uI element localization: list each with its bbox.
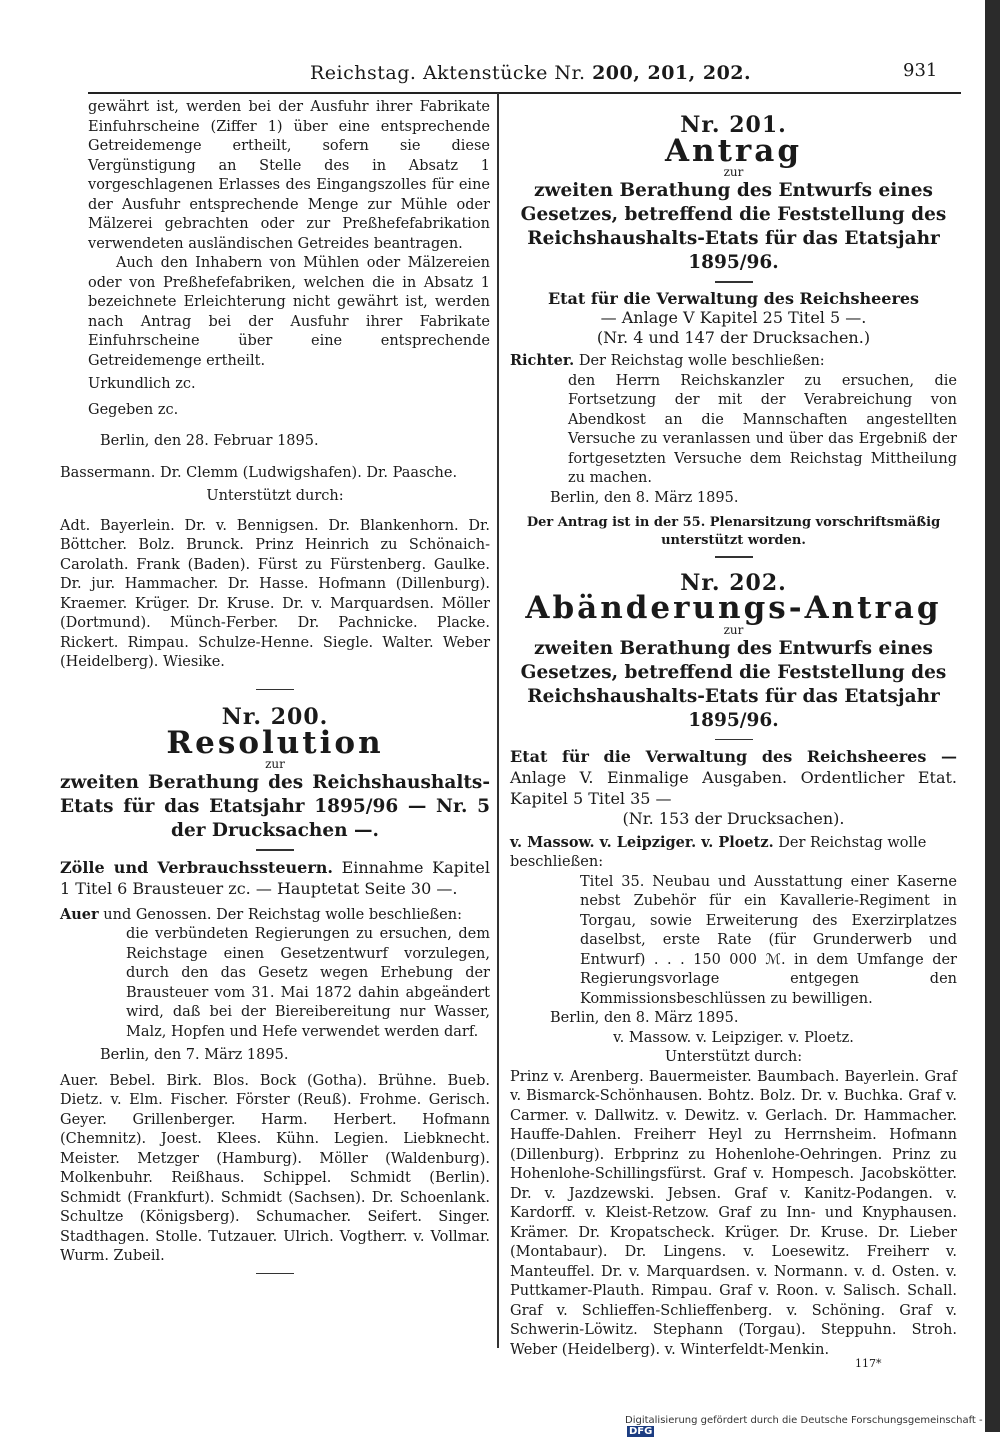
section-nr200 [60, 704, 491, 1274]
header-rule [88, 92, 961, 94]
nr201-mover [510, 351, 957, 372]
nr200-zur: zur [265, 757, 285, 771]
nr200-motion: die verbündeten Regierungen zu ersuchen, dem Reichstage einen Gesetzentwurf vorzulegen, durch den das Gesetz wegen Erhebung der Brausteuer vom 31. Mai 1872 dahin abgeändert wird, daß bei der Biereibereitung nur Wasser, Malz, Hopfen und Hefe verwendet werden darf. [126, 926, 490, 1040]
nr202-drucksachen: (Nr. 153 der Drucksachen). [622, 809, 845, 828]
section-nr201 [510, 112, 957, 558]
nr201-anlage: — Anlage V Kapitel 25 Titel 5 —. [600, 308, 867, 327]
nr202-movers-bold: v. Massow. v. Leipziger. v. Ploetz. [510, 833, 774, 851]
nr201-drucksachen: (Nr. 4 und 147 der Drucksachen.) [596, 327, 871, 347]
nr201-rule [715, 281, 753, 283]
nr200-date: Berlin, den 7. März 1895. [100, 1047, 289, 1063]
dfg-logo: DFG [629, 1426, 653, 1437]
urkundlich: Urkundlich zc. [88, 376, 196, 392]
nr201-note: Der Antrag ist in der 55. Plenarsitzung vorschriftsmäßig unterstützt worden. [526, 515, 941, 548]
supported-by: Unterstützt durch: [206, 488, 344, 504]
nr200-subtitle: zweiten Berathung des Reichshaushalts-Etats für das Etatsjahr 1895/96 — Nr. 5 der Drucksachen —. [60, 772, 490, 841]
nr202-etat [510, 746, 957, 809]
dfg-footer [625, 1415, 1000, 1437]
nr202-number: Nr. 202. [680, 569, 787, 596]
nr201-title: Antrag [664, 132, 802, 169]
nr201-motion: den Herrn Reichskanzler zu ersuchen, die Fortsetzung der mit der Verabreichung von Abendkost an die Mannschaften angestellten Versuche zu veranlassen und über das Ergebniß der fortgesetzten Versuche dem Reichstag Mittheilung zu machen. [568, 372, 957, 486]
nr202-etat-rest: Anlage V. Einmalige Ausgaben. Ordentlicher Etat. Kapitel 5 Titel 35 — [510, 768, 957, 808]
nr201-end-rule [715, 556, 753, 558]
nr202-movers-rest: Der Reichstag wolle beschließen: [510, 834, 927, 870]
dfg-text: Digitalisierung gefördert durch die Deutsche Forschungsgemeinschaft - [625, 1415, 983, 1426]
nr202-zur: zur [723, 622, 744, 637]
nr201-etat: Etat für die Verwaltung des Reichsheeres [547, 288, 920, 308]
nr202-motion: Titel 35. Neubau und Ausstattung einer Kaserne nebst Zubehör für ein Kavallerie-Regiment in Torgau, sowie Erweiterung des Exerzirplatzes daselbst, erste Rate (für Grunderwerb und Entwurf) . . . 150 000 ℳ. in dem Umfange der Regierungsvorlage entgegen den Kommissionsbeschlüssen zu bewilligen. [580, 873, 957, 1007]
nr201-zur: zur [723, 165, 744, 179]
nr202-supported-by: Unterstützt durch: [664, 1049, 803, 1065]
nr200-end-rule [256, 1273, 294, 1275]
berlin-date: Berlin, den 28. Februar 1895. [100, 433, 319, 449]
nr200-topic-bold: Zölle und Verbrauchssteuern. [60, 857, 333, 877]
nr202-movers [510, 833, 957, 873]
nr200-number: Nr. 200. [221, 704, 329, 730]
header-title: Reichstag. Aktenstücke Nr. [310, 62, 586, 84]
nr200-topic-rest: Einnahme Kapitel 1 Titel 6 Brausteuer zc. — Hauptetat Seite 30 —. [60, 857, 491, 898]
nr202-supporters: Prinz v. Arenberg. Bauermeister. Baumbach. Bayerlein. Graf v. Bismarck-Schönhausen. Bohtz. Bolz. Dr. v. Buchka. Graf v. Carmer. v. Dallwitz. v. Dewitz. v. Gerlach. Dr. Hammacher. Hauffe-Dahlen. Freiherr Heyl zu Herrnsheim. Hofmann (Dillenburg). Erbprinz zu Hohenlohe-Oehringen. Prinz zu Hohenlohe-Schillingsfürst. Graf v. Hompesch. Jacobskötter. Dr. v. Jazdzewski. Jebsen. Graf v. Kanitz-Podangen. v. Kardorff. v. Kleist-Retzow. Graf zu Inn- und Knyphausen. Krämer. Dr. Kropatscheck. Krüger. Dr. Kruse. Dr. Lieber (Montabaur). Dr. Lingens. v. Loesewitz. Freiherr v. Manteuffel. Dr. v. Marquardsen. v. Normann. v. d. Osten. v. Puttkamer-Plauth. Rimpau. Graf v. Roon. v. Salisch. Schall. Graf v. Schlieffen-Schlieffenberg. v. Schöning. Graf v. Schwerin-Löwitz. Stephann (Torgau). Steppuhn. Stroh. Weber (Heidelberg). v. Winterfeldt-Menkin. [510, 1068, 957, 1358]
nr200-topic [60, 857, 490, 899]
column-divider [497, 93, 499, 1348]
nr202-date: Berlin, den 8. März 1895. [550, 1010, 739, 1026]
nr201-number: Nr. 201. [680, 112, 787, 138]
nr202-rule [715, 739, 753, 741]
nr201-mover-rest: Der Reichstag wolle beschließen: [578, 353, 825, 369]
page-code: 117* [855, 1357, 882, 1370]
gegeben: Gegeben zc. [88, 401, 179, 418]
section-rule [256, 689, 294, 691]
intro-paragraph: gewährt ist, werden bei der Ausfuhr ihrer Fabrikate Einfuhrscheine (Ziffer 1) über eine entsprechende Getreidemenge ertheilt, sofern sie diese Vergünstigung an Stelle des in Absatz 1 vorgeschlagenen Erlasses des Eingangszolles für eine der Ausfuhr entsprechende Menge zur Mühle oder Mälzerei gebrachten oder zur Preßhefefabrikation verwendeten ausländischen Getreides beantragen. [88, 99, 490, 252]
scan-edge [985, 0, 1000, 1432]
nr200-signers: Auer. Bebel. Birk. Blos. Bock (Gotha). Brühne. Bueb. Dietz. v. Elm. Fischer. Förster (Reuß). Frohme. Gerisch. Geyer. Grillenberger. Harm. Herbert. Hofmann (Chemnitz). Joest. Klees. Kühn. Legien. Liebknecht. Meister. Metzger (Hamburg). Möller (Waldenburg). Molkenbuhr. Reißhaus. Schippel. Schmidt (Berlin). Schmidt (Frankfurt). Schmidt (Sachsen). Dr. Schoenlank. Schultze (Königsberg). Schumacher. Seifert. Singer. Stadthagen. Stolle. Tutzauer. Ulrich. Vogtherr. v. Vollmar. Wurm. Zubeil. [60, 1072, 490, 1264]
nr202-etat-bold: Etat für die Verwaltung des Reichsheeres — [510, 747, 957, 766]
nr201-date: Berlin, den 8. März 1895. [550, 489, 739, 506]
section-nr202 [510, 569, 957, 1361]
nr201-subtitle: zweiten Berathung des Entwurfs eines Gesetzes, betreffend die Feststellung des Reichshaushalts-Etats für das Etatsjahr 1895/96. [520, 180, 947, 273]
header-numbers: 200, 201, 202. [592, 62, 752, 84]
page-number: 931 [903, 60, 938, 81]
right-column [510, 112, 957, 1360]
nr201-mover-bold: Richter. [510, 352, 575, 369]
nr200-rule [256, 849, 294, 851]
nr202-title: Abänderungs-Antrag [525, 590, 942, 626]
nr202-signers: v. Massow. v. Leipziger. v. Ploetz. [613, 1029, 854, 1046]
signers: Bassermann. Dr. Clemm (Ludwigshafen). Dr. Paasche. [60, 464, 458, 481]
nr200-mover-rest: und Genossen. Der Reichstag wolle beschließen: [103, 906, 462, 923]
running-header [310, 62, 751, 84]
nr200-mover [60, 905, 490, 926]
nr202-subtitle: zweiten Berathung des Entwurfs eines Gesetzes, betreffend die Feststellung des Reichshaushalts-Etats für das Etatsjahr 1895/96. [520, 637, 947, 731]
left-column [60, 98, 490, 1280]
intro-paragraph-2: Auch den Inhabern von Mühlen oder Mälzereien oder von Preßhefefabriken, welchen die in Absatz 1 bezeichnete Erleichterung nicht gewährt ist, werden nach Antrag bei der Ausfuhr ihrer Fabrikate Einfuhrscheine über eine entsprechende Getreidemenge ertheilt. [88, 255, 490, 369]
supporters: Adt. Bayerlein. Dr. v. Bennigsen. Dr. Blankenhorn. Dr. Böttcher. Bolz. Brunck. Prinz Heinrich zu Schönaich-Carolath. Frank (Baden). Fürst zu Fürstenberg. Gaulke. Dr. jur. Hammacher. Dr. Hasse. Hofmann (Dillenburg). Kraemer. Krüger. Dr. Kruse. Dr. v. Marquardsen. Möller (Dortmund). Münch-Ferber. Dr. Pachnicke. Placke. Rickert. Rimpau. Schulze-Henne. Siegle. Walter. Weber (Heidelberg). Wiesike. [60, 517, 490, 670]
nr200-title: Resolution [166, 724, 384, 761]
nr200-mover-bold: Auer [60, 905, 99, 923]
